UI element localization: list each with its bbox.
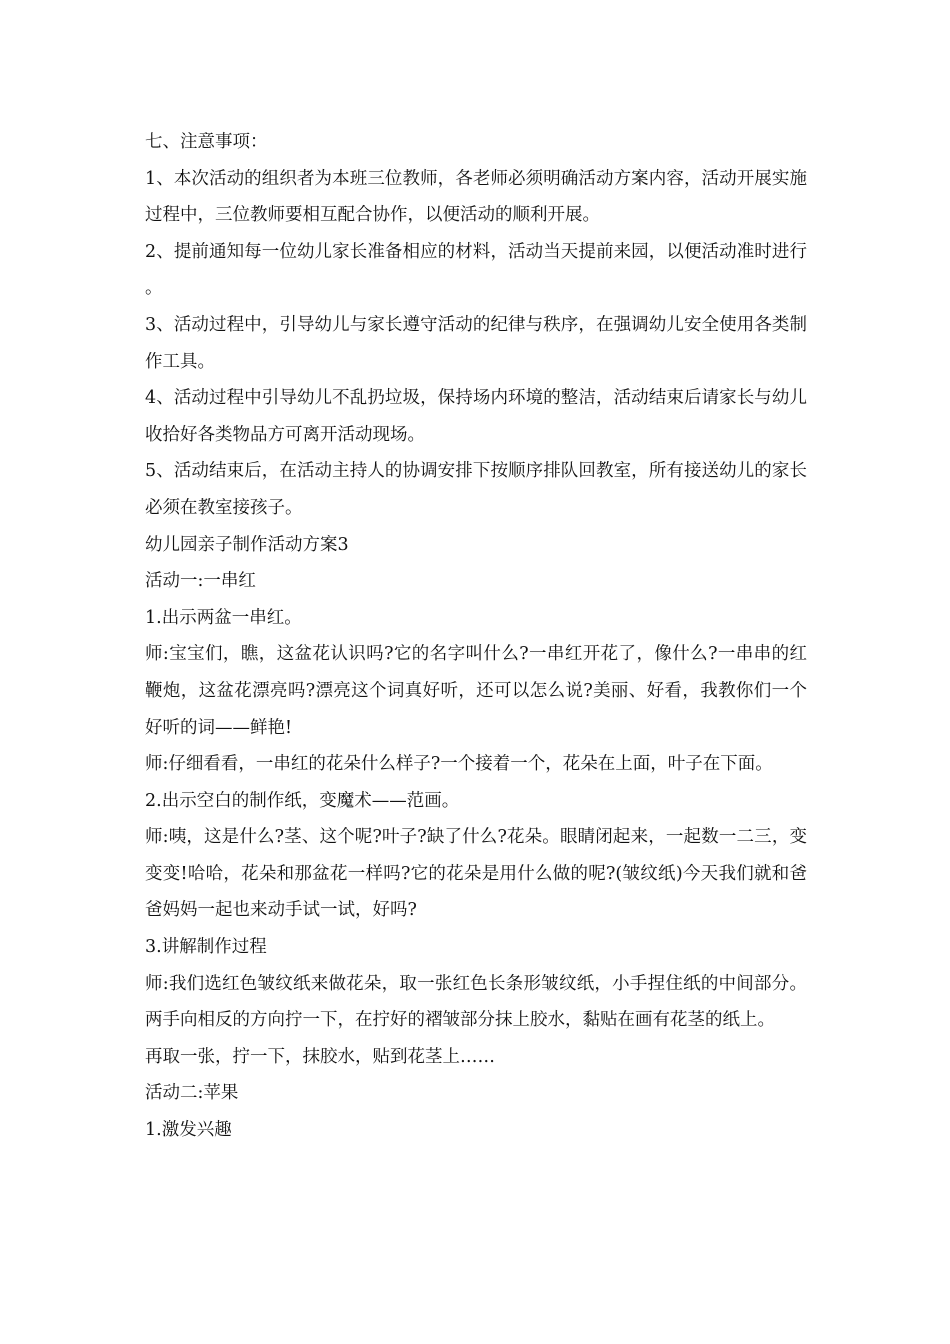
note-item-1: 1、本次活动的组织者为本班三位教师，各老师必须明确活动方案内容，活动开展实施过程中，三位教师要相互配合协作，以便活动的顺利开展。	[145, 168, 807, 226]
section-heading-notes: 七、注意事项：	[145, 132, 268, 152]
teacher-dialogue-2: 师:仔细看看，一串红的花朵什么样子?一个接着一个，花朵在上面，叶子在下面。	[145, 754, 773, 775]
note-item-3: 3、活动过程中，引导幼儿与家长遵守活动的纪律与秩序，在强调幼儿安全使用各类制作工具。	[145, 314, 807, 372]
activity-1-step-2: 2.出示空白的制作纸，变魔术——范画。	[145, 790, 460, 811]
activity-1-step-3: 3.讲解制作过程	[145, 937, 267, 958]
plan-title: 幼儿园亲子制作活动方案3	[145, 534, 349, 555]
note-item-2: 2、提前通知每一位幼儿家长准备相应的材料，活动当天提前来园，以便活动准时进行。	[145, 241, 807, 299]
note-item-5: 5、活动结束后，在活动主持人的协调安排下按顺序排队回教室，所有接送幼儿的家长必须在教室接孩子。	[145, 461, 807, 518]
note-item-4: 4、活动过程中引导幼儿不乱扔垃圾，保持场内环境的整洁，活动结束后请家长与幼儿收拾好各类物品方可离开活动现场。	[145, 388, 807, 445]
document-body	[145, 124, 807, 1149]
activity-1-step-1: 1.出示两盆一串红。	[145, 607, 302, 628]
activity-2-step-1: 1.激发兴趣	[145, 1120, 232, 1141]
teacher-dialogue-1: 师:宝宝们，瞧，这盆花认识吗?它的名字叫什么?一串红开花了，像什么?一串串的红鞭炮，这盆花漂亮吗?漂亮这个词真好听，还可以怎么说?美丽、好看，我教你们一个好听的词——鲜艳!	[145, 644, 807, 738]
activity-2-heading: 活动二:苹果	[145, 1083, 239, 1104]
instruction-repeat: 再取一张，拧一下，抹胶水，贴到花茎上……	[145, 1046, 495, 1067]
teacher-dialogue-3: 师:咦，这是什么?茎、这个呢?叶子?缺了什么?花朵。眼睛闭起来，一起数一二三，变变变!哈哈，花朵和那盆花一样吗?它的花朵是用什么做的呢?(皱纹纸)今天我们就和爸爸妈妈一起也来动手试一试，好吗?	[145, 827, 807, 921]
teacher-dialogue-4: 师:我们选红色皱纹纸来做花朵，取一张红色长条形皱纹纸，小手捏住纸的中间部分。两手向相反的方向拧一下，在拧好的褶皱部分抹上胶水，黏贴在画有花茎的纸上。	[145, 973, 807, 1031]
activity-1-heading: 活动一:一串红	[145, 571, 256, 592]
